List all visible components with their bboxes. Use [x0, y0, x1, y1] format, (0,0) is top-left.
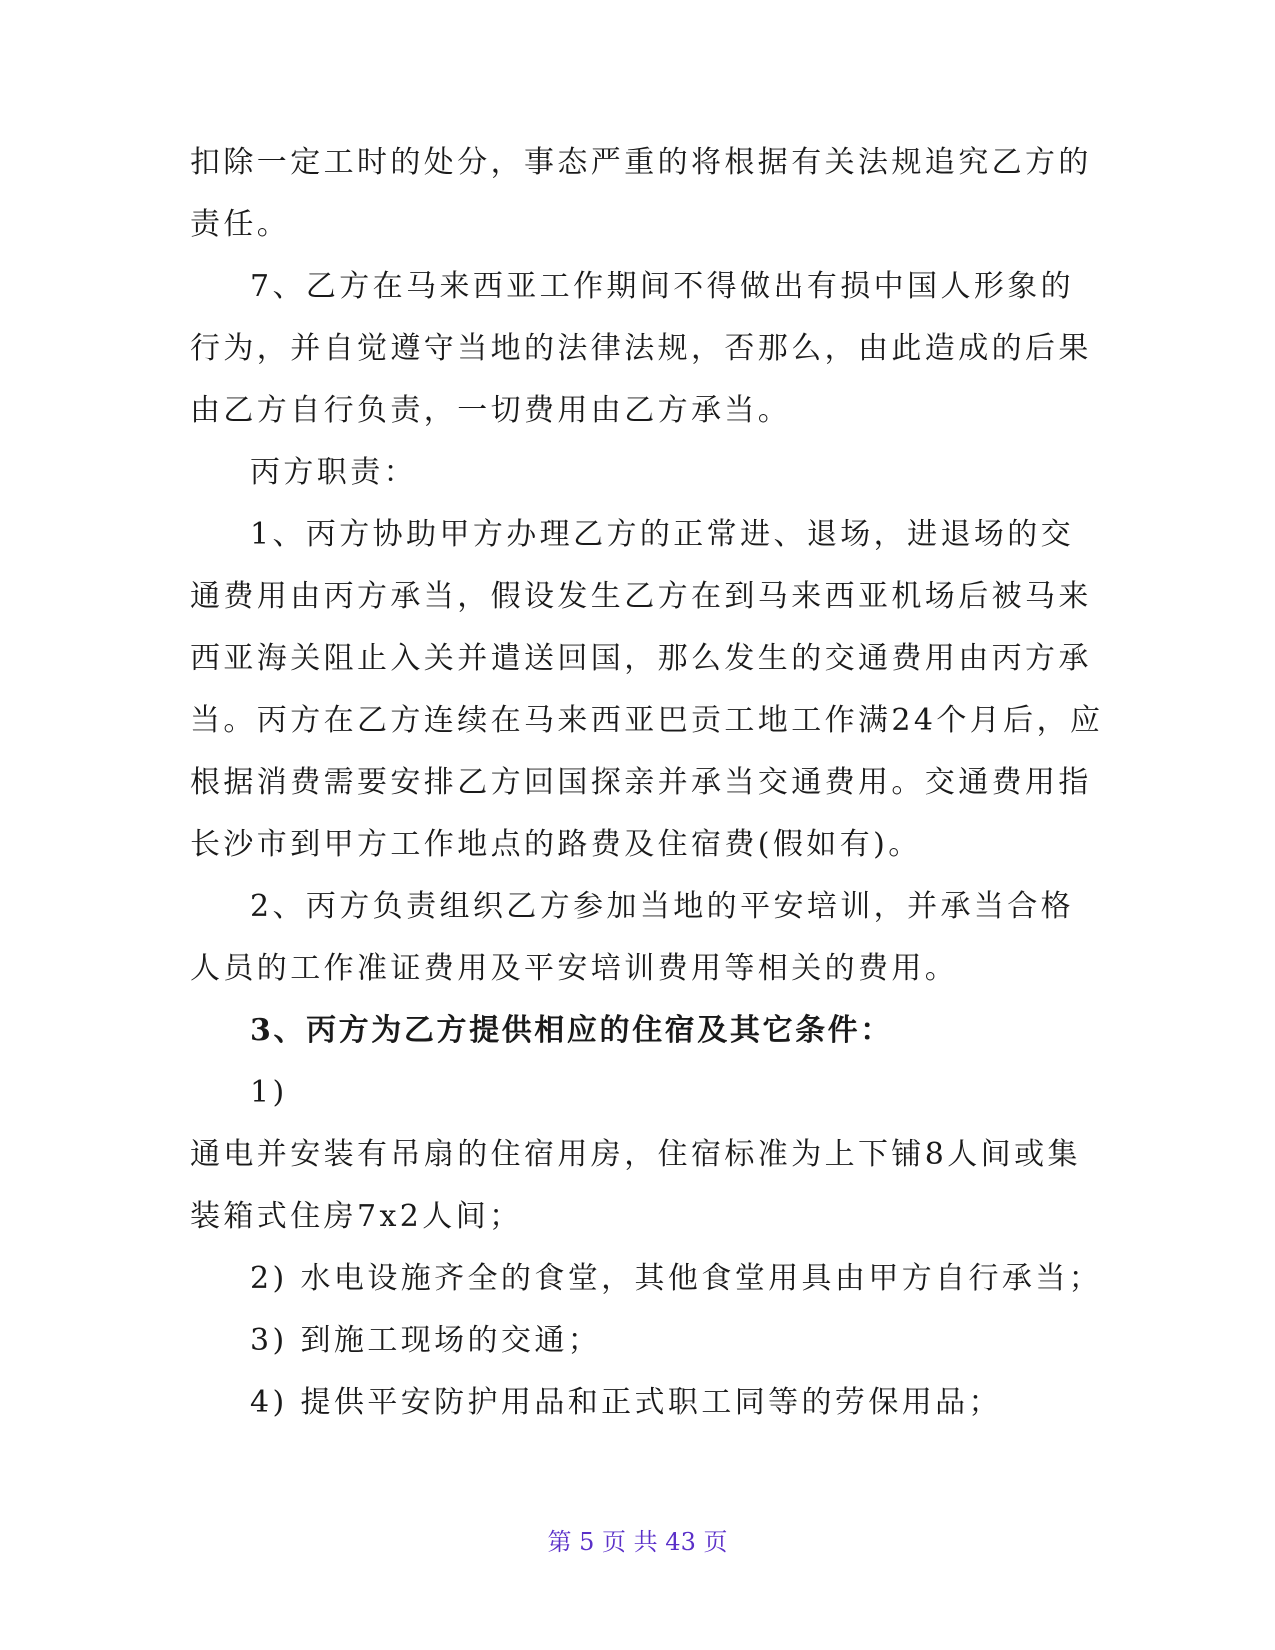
paragraph-line-4: 行为，并自觉遵守当地的法律法规，否那么，由此造成的后果 — [190, 331, 1092, 366]
paragraph-line-13: 2、丙方负责组织乙方参加当地的平安培训，并承当合格 — [250, 889, 1075, 924]
paragraph-line-5: 由乙方自行负责，一切费用由乙方承当。 — [190, 393, 792, 428]
paragraph-line-9: 西亚海关阻止入关并遣送回国，那么发生的交通费用由丙方承 — [190, 641, 1092, 676]
section-heading: 丙方职责： — [250, 455, 417, 490]
paragraph-line-17: 通电并安装有吊扇的住宿用房，住宿标准为上下铺8人间或集 — [190, 1137, 1081, 1172]
list-item-2: 2) 水电设施齐全的食堂，其他食堂用具由甲方自行承当； — [250, 1261, 1103, 1296]
paragraph-line-7: 1、丙方协助甲方办理乙方的正常进、退场，进退场的交 — [250, 517, 1075, 552]
page-footer — [0, 1527, 1275, 1557]
paragraph-line-12: 长沙市到甲方工作地点的路费及住宿费(假如有)。 — [190, 827, 922, 862]
paragraph-line-2: 责任。 — [190, 207, 291, 242]
bold-heading-line: 3、丙方为乙方提供相应的住宿及其它条件： — [250, 1013, 893, 1048]
paragraph-line-18: 装箱式住房7x2人间； — [190, 1199, 523, 1234]
paragraph-line-1: 扣除一定工时的处分，事态严重的将根据有关法规追究乙方的 — [190, 145, 1092, 180]
paragraph-line-10: 当。丙方在乙方连续在马来西亚巴贡工地工作满24个月后，应 — [190, 703, 1104, 738]
paragraph-line-3: 7、乙方在马来西亚工作期间不得做出有损中国人形象的 — [250, 269, 1075, 304]
paragraph-line-14: 人员的工作准证费用及平安培训费用等相关的费用。 — [190, 951, 959, 986]
list-item-4: 4) 提供平安防护用品和正式职工同等的劳保用品； — [250, 1385, 1002, 1420]
list-item-number-1: 1) — [250, 1075, 288, 1110]
page-number-label: 第 5 页 共 43 页 — [547, 1528, 728, 1556]
paragraph-line-11: 根据消费需要安排乙方回国探亲并承当交通费用。交通费用指 — [190, 765, 1092, 800]
paragraph-line-8: 通费用由丙方承当，假设发生乙方在到马来西亚机场后被马来 — [190, 579, 1092, 614]
list-item-3: 3) 到施工现场的交通； — [250, 1323, 602, 1358]
